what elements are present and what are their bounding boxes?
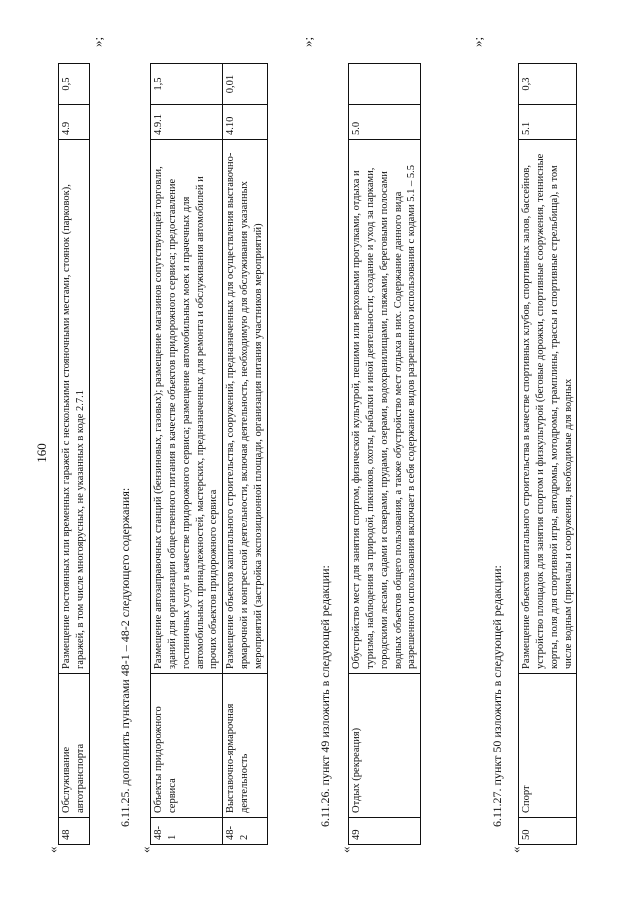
- table-row: [349, 64, 421, 845]
- row-number: 49: [349, 818, 421, 845]
- use-code: 4.9: [59, 105, 90, 140]
- table-row: [151, 64, 223, 845]
- use-value: 0,5: [59, 64, 90, 105]
- row-number: 48: [59, 818, 90, 845]
- amendment-caption: 6.11.27. пункт 50 изложить в следующей редакции:: [490, 565, 504, 827]
- use-name: Отдых (рекреация): [349, 674, 421, 818]
- close-quote: »;: [470, 36, 485, 47]
- use-code: 5.0: [349, 105, 421, 140]
- use-name: Обслуживание автотранспорта: [59, 674, 90, 818]
- use-description: Размещение постоянных или временных гаражей с несколькими стояночными местами, стоянок (парковок), гаражей, в том числе многоярусных, не указанных в коде 2.7.1: [59, 140, 90, 674]
- land-use-table-49: [348, 63, 421, 845]
- use-description: Размещение автозаправочных станций (бензиновых, газовых); размещение магазинов сопутствующей торговли, зданий для организации общественного питания в качестве объектов придорожного сервиса; предоставление гостиничных услуг в качестве придорожного сервиса; размещение автомобильных моек и прачечных для автомобильных принадлежностей, мастерских, предназначенных для ремонта и обслуживания автомобилей и прочих объектов придорожного сервиса: [151, 140, 223, 674]
- page-number: 160: [34, 443, 49, 463]
- row-number: 48-2: [223, 818, 268, 845]
- land-use-table-48-1-48-2: [150, 63, 268, 845]
- use-value: [349, 64, 421, 105]
- open-quote: «: [45, 846, 60, 853]
- row-number: 50: [519, 818, 577, 845]
- table-row: [519, 64, 577, 845]
- use-value: 1,5: [151, 64, 223, 105]
- use-description: Размещение объектов капитального строительства, сооружений, предназначенных для осуществления выставочно-ярмарочной и конгрессной деятельности, включая деятельность, необходимую для обслуживания указанных мероприятий (застройка экспозиционной площади, организация питания участников мероприятий): [223, 140, 268, 674]
- table-row: [223, 64, 268, 845]
- open-quote: «: [138, 846, 153, 853]
- close-quote: »;: [90, 36, 105, 47]
- use-description: Размещение объектов капитального строительства в качестве спортивных клубов, спортивных залов, бассейнов, устройство площадок для занятия спортом и физкультурой (беговые дорожки, спортивные сооружения, теннисные корты, поля для спортивной игры, автодромы, мотодромы, трамплины, трассы и спортивные стрельбища), в том числе водным (причалы и сооружения, необходимые для водных: [519, 140, 577, 674]
- amendment-caption: 6.11.26. пункт 49 изложить в следующей редакции:: [318, 565, 332, 827]
- use-name: Спорт: [519, 674, 577, 818]
- table-row: [59, 64, 90, 845]
- open-quote: «: [508, 846, 523, 853]
- use-code: 5.1: [519, 105, 577, 140]
- use-value: 0,3: [519, 64, 577, 105]
- open-quote: «: [338, 846, 353, 853]
- use-description: Обустройство мест для занятия спортом, физической культурой, пешими или верховыми прогулками, отдыха и туризма, наблюдения за природой, пикников, охоты, рыбалки и иной деятельности; создание и уход за парками, городскими лесами, садами и скверами, прудами, озерами, водохранилищами, пляжами, береговыми полосами водных объектов общего пользования, а также обустройство мест отдыха в них. Содержание данного вида разрешенного использования включает в себя содержание видов разрешенного использования с кодами 5.1 – 5.5: [349, 140, 421, 674]
- close-quote: »;: [300, 36, 315, 47]
- use-name: Выставочно-ярмарочная деятельность: [223, 674, 268, 818]
- use-code: 4.9.1: [151, 105, 223, 140]
- use-code: 4.10: [223, 105, 268, 140]
- land-use-table-48: [58, 63, 90, 845]
- row-number: 48-1: [151, 818, 223, 845]
- land-use-table-50: [518, 63, 577, 845]
- amendment-caption: 6.11.25. дополнить пунктами 48-1 – 48-2 следующего содержания:: [118, 487, 132, 827]
- use-name: Объекты придорожного сервиса: [151, 674, 223, 818]
- use-value: 0,01: [223, 64, 268, 105]
